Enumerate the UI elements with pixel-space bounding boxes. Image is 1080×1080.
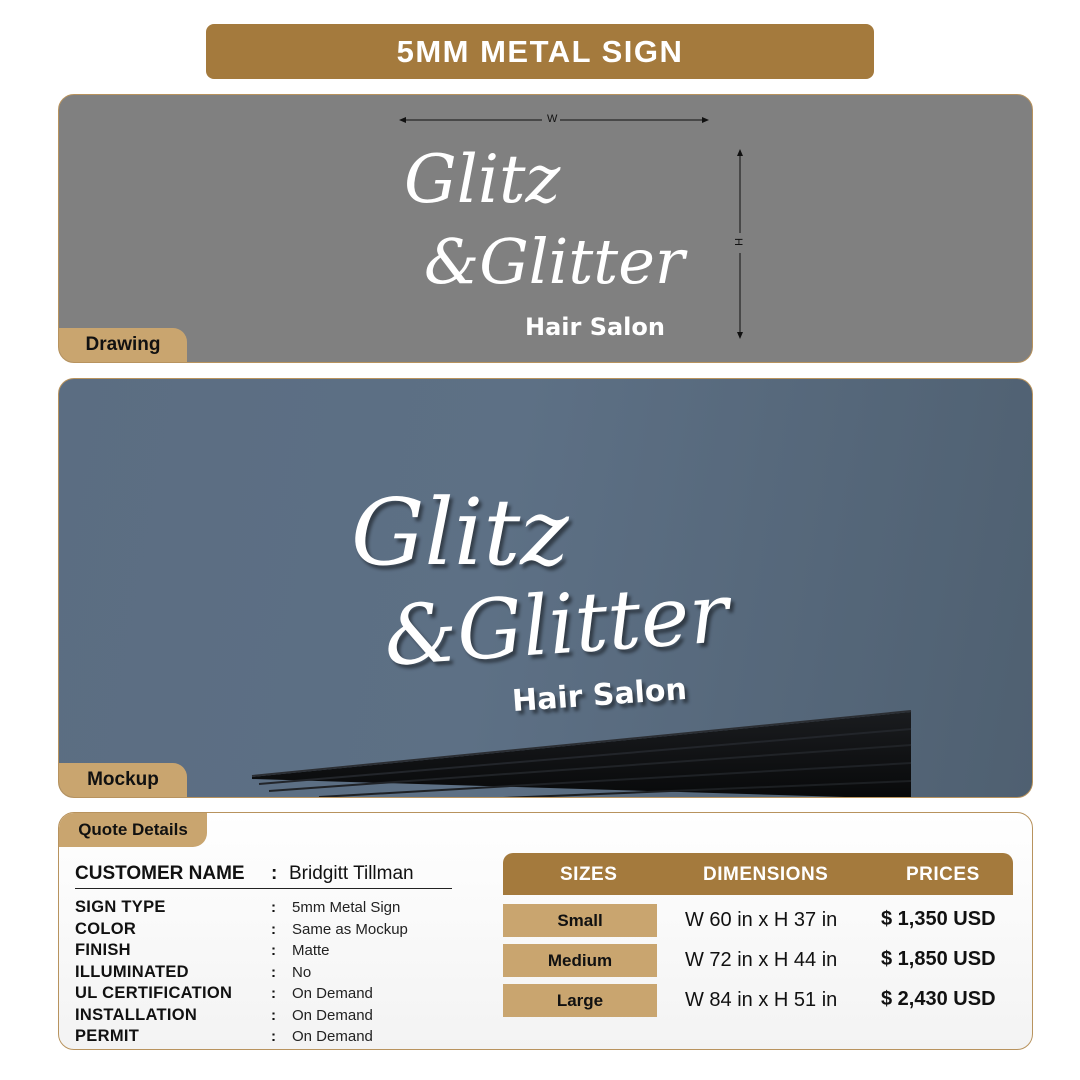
spec-colon: : xyxy=(271,963,276,981)
spec-colon: : xyxy=(271,1028,276,1046)
drawing-tab-label: Drawing xyxy=(59,328,187,362)
sign-drawing-line2: &Glitter xyxy=(424,225,685,298)
spec-label: PERMIT xyxy=(75,1027,140,1046)
spec-value: On Demand xyxy=(292,1028,373,1046)
header-prices: PRICES xyxy=(906,864,980,885)
size-option-medium[interactable] xyxy=(503,944,1023,977)
spec-row-installation xyxy=(75,1005,475,1027)
spec-value: Same as Mockup xyxy=(292,920,408,938)
width-label: W xyxy=(547,113,558,125)
drawing-panel xyxy=(58,94,1033,363)
spec-row-color xyxy=(75,919,475,941)
sign-mockup-line3: Hair Salon xyxy=(510,671,688,720)
customer-name-value: Bridgitt Tillman xyxy=(289,863,414,884)
spec-row-ul-certification xyxy=(75,983,475,1005)
header-sizes: SIZES xyxy=(560,864,618,885)
size-option-large[interactable] xyxy=(503,984,1023,1017)
size-button-medium[interactable]: Medium xyxy=(503,944,657,977)
quote-details-panel xyxy=(58,812,1033,1050)
spec-value: On Demand xyxy=(292,1006,373,1024)
size-button-small[interactable]: Small xyxy=(503,904,657,937)
page-title: 5MM METAL SIGN xyxy=(206,24,874,79)
size-price: $ 1,350 USD xyxy=(881,908,996,930)
spec-label: SIGN TYPE xyxy=(75,898,166,917)
spec-colon: : xyxy=(271,985,276,1003)
spec-value: 5mm Metal Sign xyxy=(292,899,401,917)
spec-label: COLOR xyxy=(75,919,137,938)
spec-colon: : xyxy=(271,920,276,938)
price-table-header xyxy=(503,853,1013,895)
spec-row-sign-type xyxy=(75,897,475,919)
spec-label: UL CERTIFICATION xyxy=(75,984,233,1003)
mockup-panel xyxy=(58,378,1033,798)
sign-drawing-line3: Hair Salon xyxy=(525,313,665,341)
sign-mockup-line2: &Glitter xyxy=(381,566,732,685)
spec-label: FINISH xyxy=(75,941,131,960)
height-label: H xyxy=(731,238,744,246)
sign-drawing-line1: Glitz xyxy=(404,141,561,218)
sign-mockup-line1: Glitz xyxy=(351,479,569,586)
spec-colon: : xyxy=(271,942,276,960)
size-option-small[interactable] xyxy=(503,904,1023,937)
spec-list xyxy=(75,897,475,1048)
size-dimensions: W 84 in x H 51 in xyxy=(685,989,838,1011)
spec-value: Matte xyxy=(292,942,330,960)
spec-value: On Demand xyxy=(292,985,373,1003)
size-button-large[interactable]: Large xyxy=(503,984,657,1017)
spec-row-permit xyxy=(75,1026,475,1048)
header-dimensions: DIMENSIONS xyxy=(703,864,829,885)
spec-value: No xyxy=(292,963,312,981)
quote-details-tab-label: Quote Details xyxy=(59,813,207,847)
spec-colon: : xyxy=(271,1006,276,1024)
customer-name-colon: : xyxy=(271,863,278,884)
size-dimensions: W 72 in x H 44 in xyxy=(685,949,838,971)
spec-row-illuminated xyxy=(75,962,475,984)
spec-row-finish xyxy=(75,940,475,962)
spec-label: INSTALLATION xyxy=(75,1005,198,1024)
spec-label: ILLUMINATED xyxy=(75,962,189,981)
size-dimensions: W 60 in x H 37 in xyxy=(685,909,838,931)
mockup-tab-label: Mockup xyxy=(59,763,187,797)
spec-colon: : xyxy=(271,899,276,917)
size-price: $ 1,850 USD xyxy=(881,948,996,970)
customer-name-row xyxy=(75,863,452,889)
customer-name-label: CUSTOMER NAME xyxy=(75,863,245,884)
size-price: $ 2,430 USD xyxy=(881,988,996,1010)
